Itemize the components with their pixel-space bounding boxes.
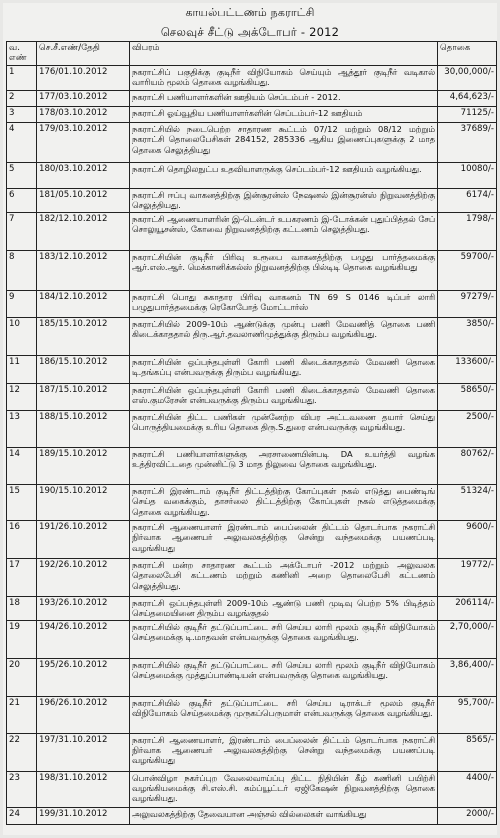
row-amount: 133600/- [438,355,497,383]
row-serial: 19 [7,620,37,658]
row-serial: 20 [7,658,37,696]
row-reference: 199/31.10.2012 [37,807,130,824]
row-serial: 10 [7,317,37,355]
row-amount: 1798/- [438,212,497,250]
row-details: நகராட்சி பொது சுகாதார பிரிவு வாகனம் TN 69 S 0146 டிப்பர் லாரி பழுதுபார்த்தமைக்கு ரெகோபோத் மோட்டார்ஸ் [130,290,438,317]
row-serial: 15 [7,484,37,520]
row-amount: 71125/- [438,107,497,123]
row-serial: 13 [7,410,37,447]
table-row [7,771,497,807]
table-row [7,290,497,317]
row-reference: 181/05.10.2012 [37,189,130,213]
table-row [7,520,497,558]
table-row [7,189,497,213]
row-details: நகராட்சி பணியாளர்களின் ஊதியம் செப்டம்பர் - 2012. [130,91,438,107]
row-amount: 10080/- [438,163,497,189]
row-reference: 196/26.10.2012 [37,696,130,733]
row-details: நகராட்சியின் குடிநீர் பிரிவு உரூபை வாகனத்திற்கு பழுது பார்த்தமைக்கு ஆர்.எஸ்.ஆர். மெக்கானிக்கல்ஸ் நிறுவனத்திற்கு பில்டிடி தொகை வழங்கியது [130,250,438,290]
row-details: நகராட்சி ஆணையாளரின் இ-டென்டர் உபகரணம் இ-டோக்கன் புதுப்பித்தல் சேப் சொலுயூசன்ஸ், கோவை நிறுவனத்திற்கு கட்டணம் செலுத்தியது. [130,212,438,250]
row-reference: 193/26.10.2012 [37,596,130,620]
row-amount: 3850/- [438,317,497,355]
row-reference: 192/26.10.2012 [37,558,130,596]
document-subtitle: செலவுச் சீட்டு அக்டோபர் - 2012 [160,25,340,39]
row-reference: 180/03.10.2012 [37,163,130,189]
row-details: நகராட்சியில் குடிநீர் தட்டுப்பாட்டை சரி செய்ய லாரி மூலம் குடிநீர் விநியோகம் செய்தமைக்கு முத்துப்பாண்டியன் என்பவருக்கு தொகை வழங்கியது. [130,658,438,696]
row-reference: 194/26.10.2012 [37,620,130,658]
table-row [7,91,497,107]
row-details: நகராட்சி பணியாளர்களுக்கு அரசாணையின்படி DA உயர்த்தி வழங்க உத்திரவிட்டதை முன்னிட்டு 3 மாத நிலுவை தொகை வழங்கியது. [130,447,438,484]
row-amount: 2000/- [438,807,497,824]
row-amount: 37689/- [438,123,497,163]
row-reference: 182/12.10.2012 [37,212,130,250]
table-row [7,658,497,696]
row-details: நகராட்சி ஈப்பு வாகனத்திற்கு இன்சூரன்ஸ் நேஷனல் இன்சூரன்ஸ் நிறுவனத்திற்கு செலுத்தியது. [130,189,438,213]
row-serial: 24 [7,807,37,824]
table-row [7,355,497,383]
row-amount: 97279/- [438,290,497,317]
row-reference: 178/03.10.2012 [37,107,130,123]
table-row [7,410,497,447]
row-details: நகராட்சி ஆணையாளர் இரண்டாம் பைப்லைன் திட்டம் தொடர்பாக நகராட்சி நிர்வாக ஆணையர் அலுவலகத்திற்கு சென்று வந்தமைக்கு பயணப்படி வழங்கியது [130,520,438,558]
row-reference: 184/12.10.2012 [37,290,130,317]
table-row [7,696,497,733]
row-amount: 2500/- [438,410,497,447]
document-title: காயல்பட்டணம் நகராட்சி [185,6,315,19]
table-row [7,596,497,620]
row-serial: 18 [7,596,37,620]
expense-table [6,41,497,825]
row-serial: 4 [7,123,37,163]
table-row [7,123,497,163]
row-serial: 9 [7,290,37,317]
row-serial: 3 [7,107,37,123]
row-serial: 2 [7,91,37,107]
row-amount: 9600/- [438,520,497,558]
table-row [7,383,497,410]
row-reference: 188/15.10.2012 [37,410,130,447]
row-serial: 17 [7,558,37,596]
row-amount: 51324/- [438,484,497,520]
column-header-serial: வ. எண் [7,42,37,66]
row-amount: 59700/- [438,250,497,290]
row-reference: 186/15.10.2012 [37,355,130,383]
row-reference: 187/15.10.2012 [37,383,130,410]
row-amount: 58650/- [438,383,497,410]
row-serial: 7 [7,212,37,250]
row-amount: 30,00,000/- [438,66,497,91]
row-amount: 2,70,000/- [438,620,497,658]
row-reference: 185/15.10.2012 [37,317,130,355]
row-details: நகராட்சிப் பகுதிக்கு குடிநீர் விநியோகம் செய்யும் ஆத்தூர் குடிநீர் வடிகால் வாரியம் மூலம் தொகை வழங்கியது. [130,66,438,91]
table-row [7,620,497,658]
row-details: நகராட்சியில் 2009-10ம் ஆண்டுக்கு முன்பு பணி மேவணித் தொகை பணி கிடைக்காததால் திரு.ஆர்.தவலாணிமுத்துக்கு திரும்ப வழங்கியது. [130,317,438,355]
row-amount: 19772/- [438,558,497,596]
table-row [7,447,497,484]
table-row [7,317,497,355]
row-details: நகராட்சியில் குடிநீர் தட்டுப்பாட்டை சரி செய்ய லாரி மூலம் குடிநீர் விநியோகம் செய்தமைக்கு டி.மாதவன் என்பவருக்கு தொகை வழங்கியது. [130,620,438,658]
row-reference: 177/03.10.2012 [37,91,130,107]
row-amount: 80762/- [438,447,497,484]
table-row [7,250,497,290]
table-row [7,733,497,771]
row-reference: 198/31.10.2012 [37,771,130,807]
row-serial: 11 [7,355,37,383]
row-serial: 22 [7,733,37,771]
row-details: அலுவலகத்திற்கு தேவையான அஞ்சல் வில்லைகள் வாங்கியது [130,807,438,824]
row-details: நகராட்சி ஓய்வூதிய பணியாளர்களின் செப்டம்பர்-12 ஊதியம் [130,107,438,123]
row-serial: 6 [7,189,37,213]
row-details: நகராட்சியின் ஒப்பந்தபுள்ளி கோரி பணி கிடைக்காததால் மேவணி தொகை டி.தங்கப்பு என்பவருக்கு திரும்ப வழங்கியது. [130,355,438,383]
column-header-reference: செ.சீ.எண்/தேதி [37,42,130,66]
row-reference: 197/31.10.2012 [37,733,130,771]
row-reference: 176/01.10.2012 [37,66,130,91]
column-header-amount: தொகை [438,42,497,66]
row-details: நகராட்சி ஆணையாளர், இரண்டாம் பைப்லைன் திட்டம் தொடர்பாக நகராட்சி நிர்வாக ஆணையர் அலுவலகத்திற்கு சென்று வந்தமைக்கு பயணப்படி வழங்கியது [130,733,438,771]
row-details: நகராட்சி தொழிலநுட்ப உதவியாளருக்கு செப்டம்பர்-12 ஊதியம் வழங்கியது. [130,163,438,189]
document-page [3,3,497,835]
row-details: நகராட்சி ஒப்பந்தபுள்ளி 2009-10ம் ஆண்டு பணி முடிவு பெற்ற 5% பிடித்தம் செய்தமையினை திரும்ப வழங்குதல் [130,596,438,620]
row-serial: 21 [7,696,37,733]
row-details: நகராட்சியின் ஒப்பந்தபுள்ளி கோரி பணி கிடைக்காததால் மேவணி தொகை எஸ்.குமரேசன் என்பவருக்கு திரும்ப வழங்கியது. [130,383,438,410]
row-details: நகராட்சியில் நடைபெற்ற சாதாரண கூட்டம் 07/12 மற்றும் 08/12 மற்றும் நகராட்சி தொலைபேசிகள் 284152, 285336 ஆகிய இணைப்புகளுக்கு 2 மாத தொகை செலுத்தியது [130,123,438,163]
row-details: பொன்விழா நகர்ப்புற வேலைவாய்ப்பு திட்ட நிதியின் கீழ் கணினி பயிற்சி வழங்கியமைக்கு சி.எஸ்.சி. கம்ப்யூட்டர் ஏஜிகேஷன் நிறுவனத்திற்கு தொகை வழங்கியது. [130,771,438,807]
table-row [7,558,497,596]
row-serial: 12 [7,383,37,410]
row-amount: 4400/- [438,771,497,807]
row-amount: 206114/- [438,596,497,620]
row-details: நகராட்சியின் திட்ட பணிகள் முன்னேற்ற விபர அட்டவணை தயார் செய்து பொருத்தியமைக்கு உரிய தொகை திரு.S.துரை என்பவருக்கு வழங்கியது. [130,410,438,447]
row-serial: 1 [7,66,37,91]
row-serial: 5 [7,163,37,189]
row-details: நகராட்சி மன்ற சாதாரண கூட்டம் அக்டோபர் -2012 மற்றும் அலுவலக தொலைபேசி கட்டணம் மற்றும் கணினி அறை தொலைபேசி கட்டணம் செலுத்தியது. [130,558,438,596]
row-amount: 3,86,400/- [438,658,497,696]
table-row [7,212,497,250]
row-amount: 6174/- [438,189,497,213]
row-amount: 4,64,623/- [438,91,497,107]
table-row [7,484,497,520]
row-reference: 190/15.10.2012 [37,484,130,520]
column-header-details: விபரம் [130,42,438,66]
table-row [7,807,497,824]
row-amount: 8565/- [438,733,497,771]
table-row [7,107,497,123]
row-amount: 95,700/- [438,696,497,733]
table-header-row [7,42,497,66]
row-details: நகராட்சி இரண்டாம் குடிநீர் திட்டத்திற்கு கோப்புகள் நகல் எடுத்து பைண்டிங் செய்த வகைக்கும், தாசர்லை திட்டத்திற்கு கோப்புகள் நகல் எடுத்தமைக்கு தொகை வழங்கியது. [130,484,438,520]
row-serial: 23 [7,771,37,807]
row-serial: 8 [7,250,37,290]
row-details: நகராட்சியில் குடிநீர் தட்டுப்பாட்டை சரி செய்ய டிராக்டர் மூலம் குடிநீர் விநியோகம் செய்தமைக்கு முருகப்பெருமாள் என்பவருக்கு தொகை வழங்கியது. [130,696,438,733]
row-serial: 16 [7,520,37,558]
row-reference: 189/15.10.2012 [37,447,130,484]
row-reference: 195/26.10.2012 [37,658,130,696]
table-row [7,163,497,189]
row-reference: 179/03.10.2012 [37,123,130,163]
row-reference: 191/26.10.2012 [37,520,130,558]
table-row [7,66,497,91]
row-serial: 14 [7,447,37,484]
row-reference: 183/12.10.2012 [37,250,130,290]
